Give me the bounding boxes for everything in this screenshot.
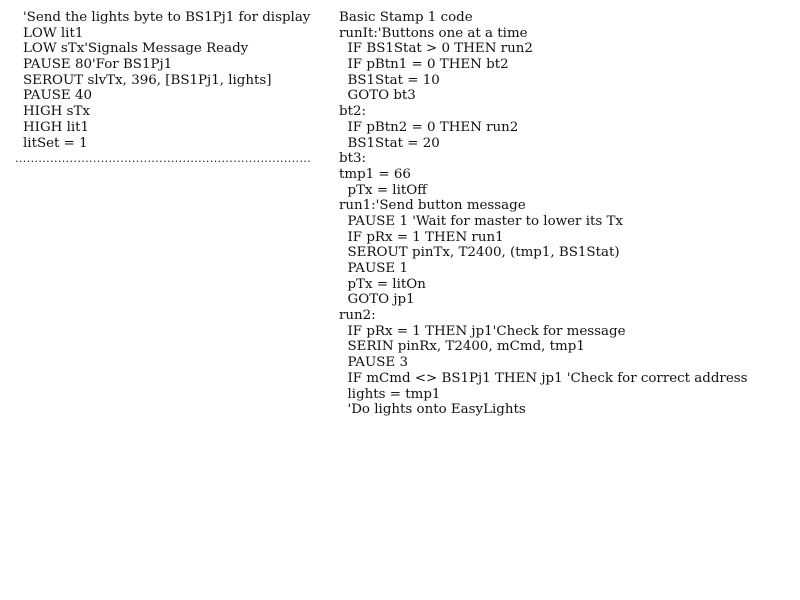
code-line: bt2:	[339, 104, 366, 120]
code-line: LOW lit1	[23, 25, 84, 41]
code-line: GOTO jp1	[339, 292, 415, 308]
code-heading: Basic Stamp 1 code	[339, 10, 473, 25]
code-line: BS1Stat = 10	[339, 72, 440, 88]
code-line: HIGH lit1	[23, 119, 90, 135]
code-line: run1:'Send button message	[339, 198, 526, 214]
code-line: PAUSE 1 'Wait for master to lower its Tx	[339, 213, 623, 229]
dotted-separator: ............................................................................	[15, 152, 312, 165]
code-line: PAUSE 80'For BS1Pj1	[23, 57, 173, 73]
code-line: IF pRx = 1 THEN run1	[339, 229, 504, 245]
left-code-block	[23, 10, 323, 151]
code-line: SEROUT slvTx, 396, [BS1Pj1, lights]	[23, 72, 272, 88]
code-line: IF pRx = 1 THEN jp1'Check for message	[339, 323, 626, 339]
code-line: GOTO bt3	[339, 88, 416, 104]
code-line: IF BS1Stat > 0 THEN run2	[339, 41, 533, 57]
code-line: IF pBtn1 = 0 THEN bt2	[339, 57, 509, 73]
code-line: BS1Stat = 20	[339, 135, 440, 151]
code-line: lights = tmp1	[339, 386, 441, 402]
code-line: PAUSE 40	[23, 88, 92, 104]
code-line: SERIN pinRx, T2400, mCmd, tmp1	[339, 339, 585, 355]
code-line: HIGH sTx	[23, 104, 90, 120]
code-line: litSet = 1	[23, 135, 88, 151]
code-line: LOW sTx'Signals Message Ready	[23, 41, 249, 57]
code-line: PAUSE 3	[339, 355, 408, 371]
code-line: tmp1 = 66	[339, 166, 411, 182]
code-line: run2:	[339, 308, 376, 324]
code-line: pTx = litOff	[339, 182, 427, 198]
code-line: 'Send the lights byte to BS1Pj1 for display	[23, 10, 311, 25]
code-line: 'Do lights onto EasyLights	[339, 402, 526, 418]
code-line: bt3:	[339, 151, 366, 167]
code-line: SEROUT pinTx, T2400, (tmp1, BS1Stat)	[339, 245, 620, 261]
right-code-block	[339, 10, 789, 418]
code-line: runIt:'Buttons one at a time	[339, 25, 528, 41]
code-line: PAUSE 1	[339, 261, 408, 276]
code-line: IF pBtn2 = 0 THEN run2	[339, 119, 519, 135]
code-line: IF mCmd <> BS1Pj1 THEN jp1 'Check for correct address	[339, 370, 748, 386]
code-line: pTx = litOn	[339, 276, 426, 292]
